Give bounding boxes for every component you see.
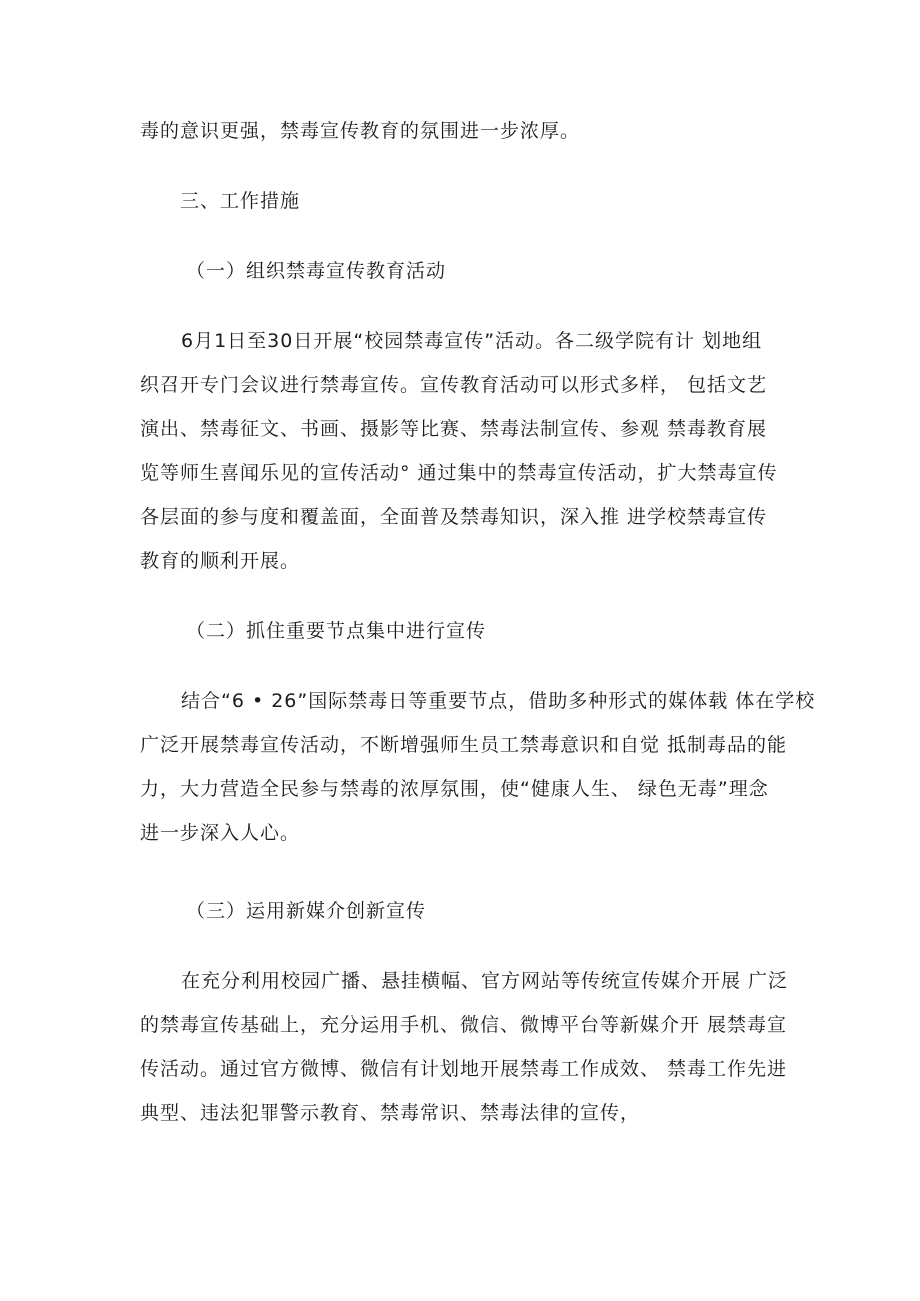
paragraph-line: 览等师生喜闻乐见的宣传活动° 通过集中的禁毒宣传活动，扩大禁毒宣传	[140, 462, 778, 484]
paragraph-line: 的禁毒宣传基础上，充分运用手机、微信、微博平台等新媒介开 展禁毒宣	[140, 1014, 788, 1036]
paragraph-line: 结合“6 • 26”国际禁毒日等重要节点，借助多种形式的媒体载 体在学校	[181, 690, 816, 712]
subsection-title-1: （一）组织禁毒宣传教育活动	[186, 260, 447, 282]
subsection-title-2: （二）抓住重要节点集中进行宣传	[186, 620, 487, 642]
paragraph-line: 教育的顺利开展。	[140, 550, 301, 572]
paragraph-line: 进一步深入人心。	[140, 822, 301, 844]
paragraph-line: 演出、禁毒征文、书画、摄影等比赛、禁毒法制宣传、参观 禁毒教育展	[140, 418, 768, 440]
paragraph-line: 各层面的参与度和覆盖面，全面普及禁毒知识，深入推 进学校禁毒宣传	[140, 506, 768, 528]
subsection-title-3: （三）运用新媒介创新宣传	[186, 900, 427, 922]
paragraph-line: 6月1日至30日开展“校园禁毒宣传”活动。各二级学院有计 划地组	[181, 330, 763, 352]
paragraph-line: 典型、违法犯罪警示教育、禁毒常识、禁毒法律的宣传，	[140, 1102, 641, 1124]
paragraph-line: 织召开专门会议进行禁毒宣传。宣传教育活动可以形式多样， 包括文艺	[140, 374, 768, 396]
intro-line: 毒的意识更强，禁毒宣传教育的氛围进一步浓厚。	[140, 120, 581, 142]
paragraph-line: 在充分利用校园广播、悬挂横幅、官方网站等传统宣传媒介开展 广泛	[181, 970, 789, 992]
paragraph-line: 广泛开展禁毒宣传活动，不断增强师生员工禁毒意识和自觉 抵制毒品的能	[140, 734, 788, 756]
section-heading: 三、工作措施	[180, 190, 301, 212]
paragraph-line: 力，大力营造全民参与禁毒的浓厚氛围，使“健康人生、 绿色无毒”理念	[140, 778, 769, 800]
paragraph-line: 传活动。通过官方微博、微信有计划地开展禁毒工作成效、 禁毒工作先进	[140, 1058, 788, 1080]
